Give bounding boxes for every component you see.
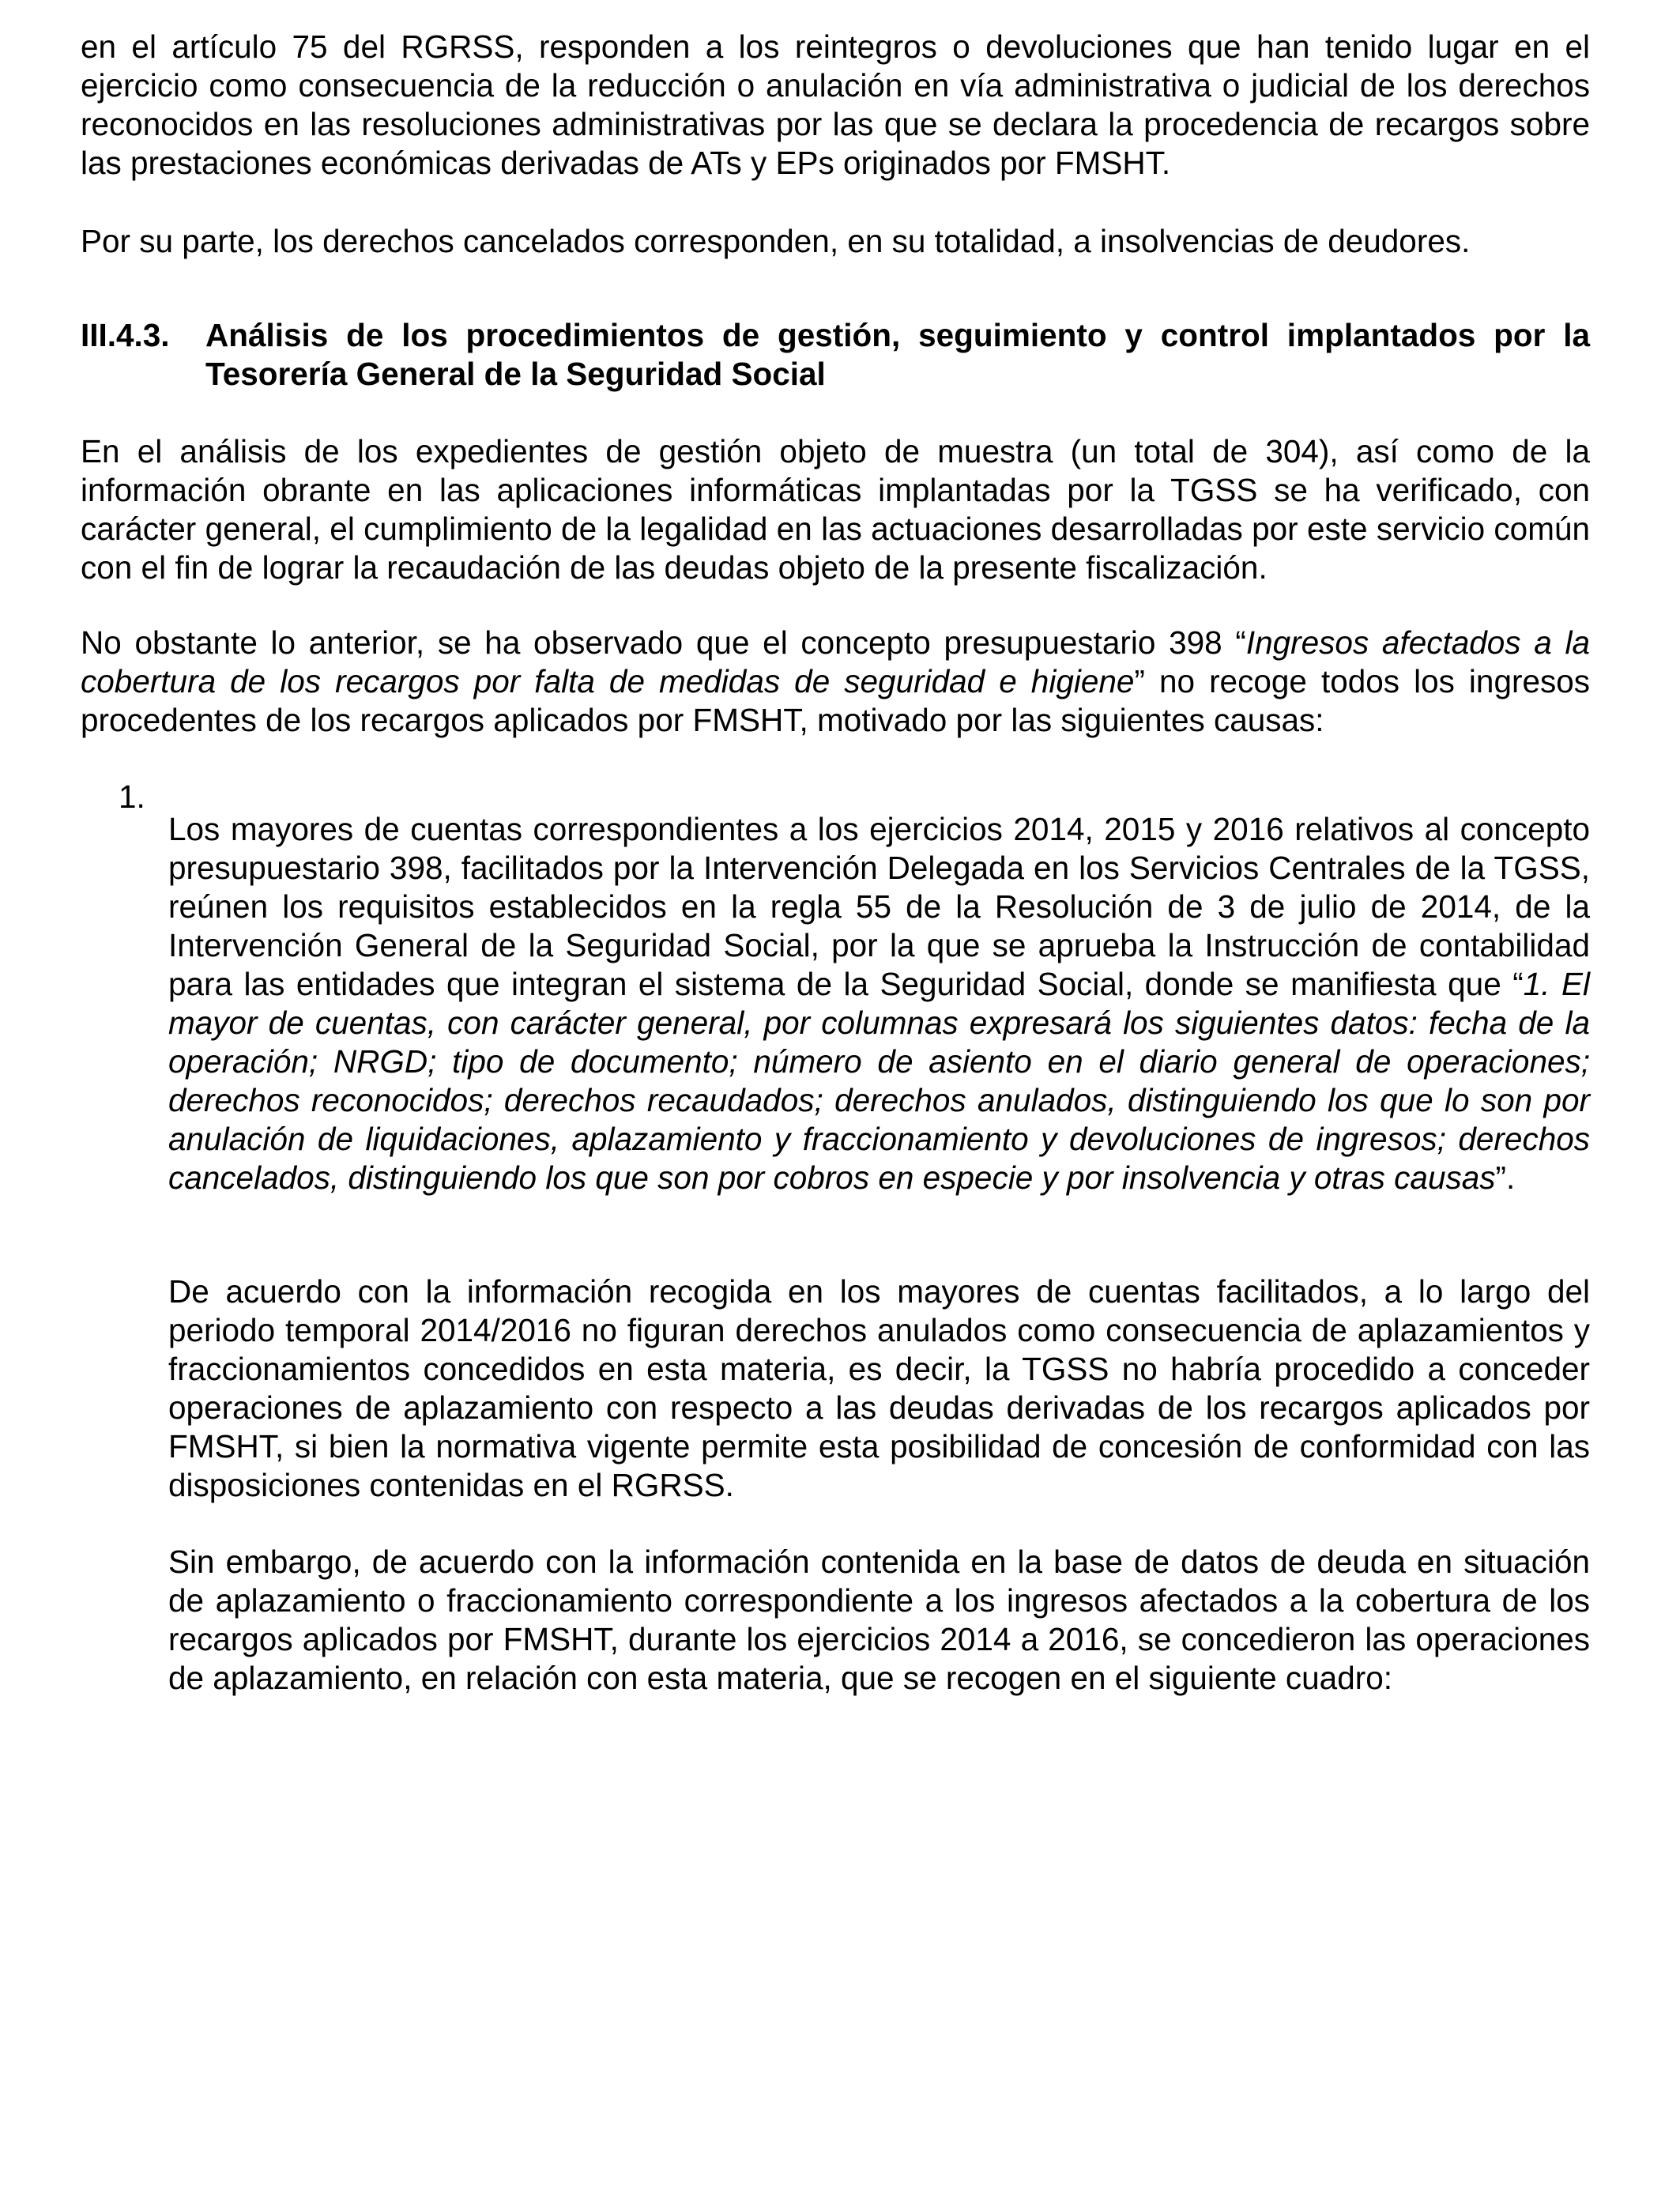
- regla-55-quote: 1. El mayor de cuentas, con carácter general, por columnas expresará los siguientes datos: fecha de la operación; NRGD; tipo de documento; número de asiento en el diario general de operaciones; derechos reconocidos; derechos recaudados; derechos anulados, distinguiendo los que lo son por anulación de liquidaciones, aplazamiento y fraccionamiento y devoluciones de ingresos; derechos cancelados, distinguiendo los que son por cobros en especie y por insolvencia y otras causas: [168, 965, 1591, 1196]
- paragraph-sin-embargo: Sin embargo, de acuerdo con la información contenida en la base de datos de deuda en situación de aplazamiento o fraccionamiento correspondiente a los ingresos afectados a la cobertura de los recargos aplicados por FMSHT, durante los ejercicios 2014 a 2016, se concedieron las operaciones de aplazamiento, en relación con esta materia, que se recogen en el siguiente cuadro:: [168, 1543, 1590, 1696]
- paragraph-de-acuerdo: De acuerdo con la información recogida en los mayores de cuentas facilitados, a lo largo del periodo temporal 2014/2016 no figuran derechos anulados como consecuencia de aplazamientos y fraccionamientos concedidos en esta materia, es decir, la TGSS no habría procedido a conceder operaciones de aplazamiento con respecto a las deudas derivadas de los recargos aplicados por FMSHT, si bien la normativa vigente permite esta posibilidad de concesión de conformidad con las disposiciones contenidas en el RGRSS.: [168, 1272, 1590, 1503]
- list-item-text-start: Los mayores de cuentas correspondientes a los ejercicios 2014, 2015 y 2016 relativos al concepto presupuestario 398, facilitados por la Intervención Delegada en los Servicios Centrales de la TGSS, reúnen los requisitos establecidos en la regla 55 de la Resolución de 3 de julio de 2014, de la Intervención General de la Seguridad Social, por la que se aprueba la Instrucción de contabilidad para las entidades que integran el sistema de la Seguridad Social, donde se manifiesta que “: [168, 810, 1590, 1002]
- list-item-text-end: ”.: [1495, 1159, 1516, 1196]
- section-number: III.4.3.: [81, 317, 170, 353]
- section-title: Análisis de los procedimientos de gestión, seguimiento y control implantados por la Tesorería General de la Seguridad Social: [205, 317, 1590, 392]
- list-marker: 1.: [119, 778, 145, 815]
- paragraph-no-obstante-start: No obstante lo anterior, se ha observado que el concepto presupuestario 398 “: [81, 624, 1246, 661]
- paragraph-no-obstante: [81, 624, 1590, 740]
- concept-398-title: Ingresos afectados a la cobertura de los recargos por falta de medidas de seguridad e higiene: [81, 624, 1590, 699]
- paragraph-no-obstante-end: ” no recoge todos los ingresos procedentes de los recargos aplicados por FMSHT, motivado por las siguientes causas:: [81, 663, 1591, 738]
- paragraph-intro: en el artículo 75 del RGRSS, responden a los reintegros o devoluciones que han tenido lugar en el ejercicio como consecuencia de la reducción o anulación en vía administrativa o judicial de los derechos reconocidos en las resoluciones administrativas por las que se declara la procedencia de recargos sobre las prestaciones económicas derivadas de ATs y EPs originados por FMSHT.: [81, 28, 1590, 181]
- paragraph-derechos-cancelados: Por su parte, los derechos cancelados corresponden, en su totalidad, a insolvencias de deudores.: [81, 223, 1471, 259]
- paragraph-analisis: En el análisis de los expedientes de gestión objeto de muestra (un total de 304), así como de la información obrante en las aplicaciones informáticas implantadas por la TGSS se ha verificado, con carácter general, el cumplimiento de la legalidad en las actuaciones desarrolladas por este servicio común con el fin de lograr la recaudación de las deudas objeto de la presente fiscalización.: [81, 433, 1590, 586]
- list-item-text: [168, 810, 1590, 1197]
- section-heading: [81, 316, 1590, 394]
